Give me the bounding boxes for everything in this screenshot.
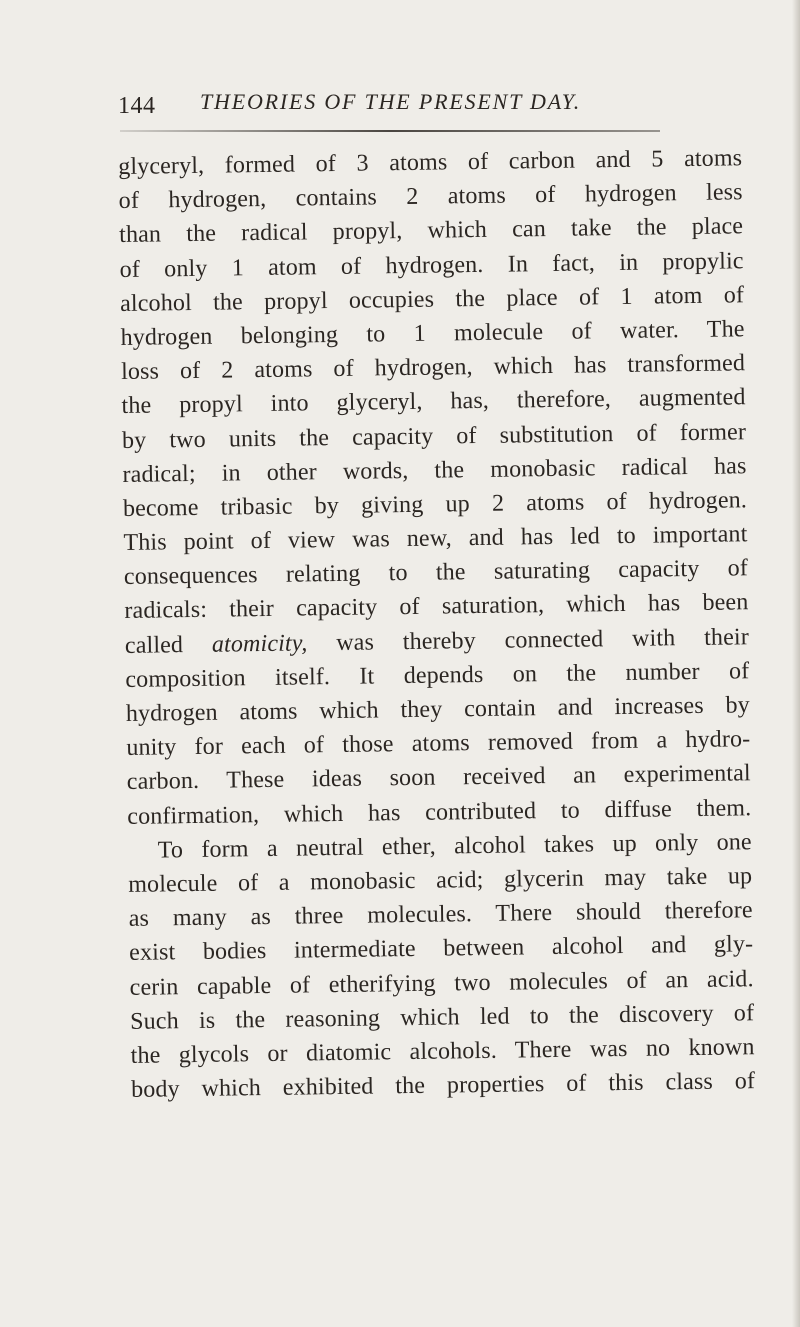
text-line: the propyl into glyceryl, has, therefore, augmented [121, 384, 746, 420]
text-line: This point of view was new, and has led to important [123, 521, 748, 557]
text-line: of only 1 atom of hydrogen. In fact, in propylic [119, 247, 744, 283]
text-line: consequences relating to the saturating capacity of [123, 555, 749, 591]
text-line: molecule of a monobasic acid; glycerin may take up [128, 863, 753, 898]
text-line: than the radical propyl, which can take the place [119, 213, 744, 249]
text-line: of hydrogen, contains 2 atoms of hydrogen less [118, 179, 743, 215]
text-line: alcohol the propyl occupies the place of 1 atom of [119, 282, 745, 317]
running-head: THEORIES OF THE PRESENT DAY. [200, 89, 582, 114]
text-line: body which exhibited the properties of this class of [130, 1068, 756, 1103]
text-line: the glycols or diatomic alcohols. There was no known [130, 1034, 755, 1069]
text-line: hydrogen atoms which they contain and increases by [125, 692, 750, 727]
text-line: cerin capable of etherifying two molecules of an acid. [129, 965, 754, 1001]
text-fragment: was thereby connected with their [307, 623, 750, 657]
text-fragment: called [124, 631, 213, 659]
text-line: confirmation, which has contributed to diffuse them. [127, 794, 752, 830]
text-line: become tribasic by giving up 2 atoms of hydrogen. [122, 487, 748, 522]
text-line: radicals: their capacity of saturation, which has been [124, 589, 749, 625]
page-header [118, 83, 678, 123]
text-line: as many as three molecules. There should therefore [128, 897, 753, 933]
text-line: unity for each of those atoms removed from a hydro- [126, 726, 751, 762]
text-line: Such is the reasoning which led to the discovery of [129, 999, 755, 1035]
page-number: 144 [118, 93, 156, 119]
text-line: composition itself. It depends on the number of [125, 658, 750, 693]
paragraph-start-line: To form a neutral ether, alcohol takes up only one [157, 828, 752, 864]
italic-term: atomicity, [211, 630, 308, 658]
text-line: by two units the capacity of substitution of former [121, 418, 747, 454]
text-line: loss of 2 atoms of hydrogen, which has transformed [120, 350, 746, 386]
text-line: hydrogen belonging to 1 molecule of water. The [120, 316, 745, 351]
text-line: exist bodies intermediate between alcohol and gly- [129, 931, 754, 967]
body-text [118, 141, 755, 1107]
text-line: glyceryl, formed of 3 atoms of carbon and 5 atoms [118, 145, 743, 180]
text-line: radical; in other words, the monobasic radical has [122, 452, 747, 488]
page-edge-shadow [792, 0, 800, 1327]
text-line: carbon. These ideas soon received an experimental [126, 760, 751, 796]
header-rule [120, 130, 660, 132]
